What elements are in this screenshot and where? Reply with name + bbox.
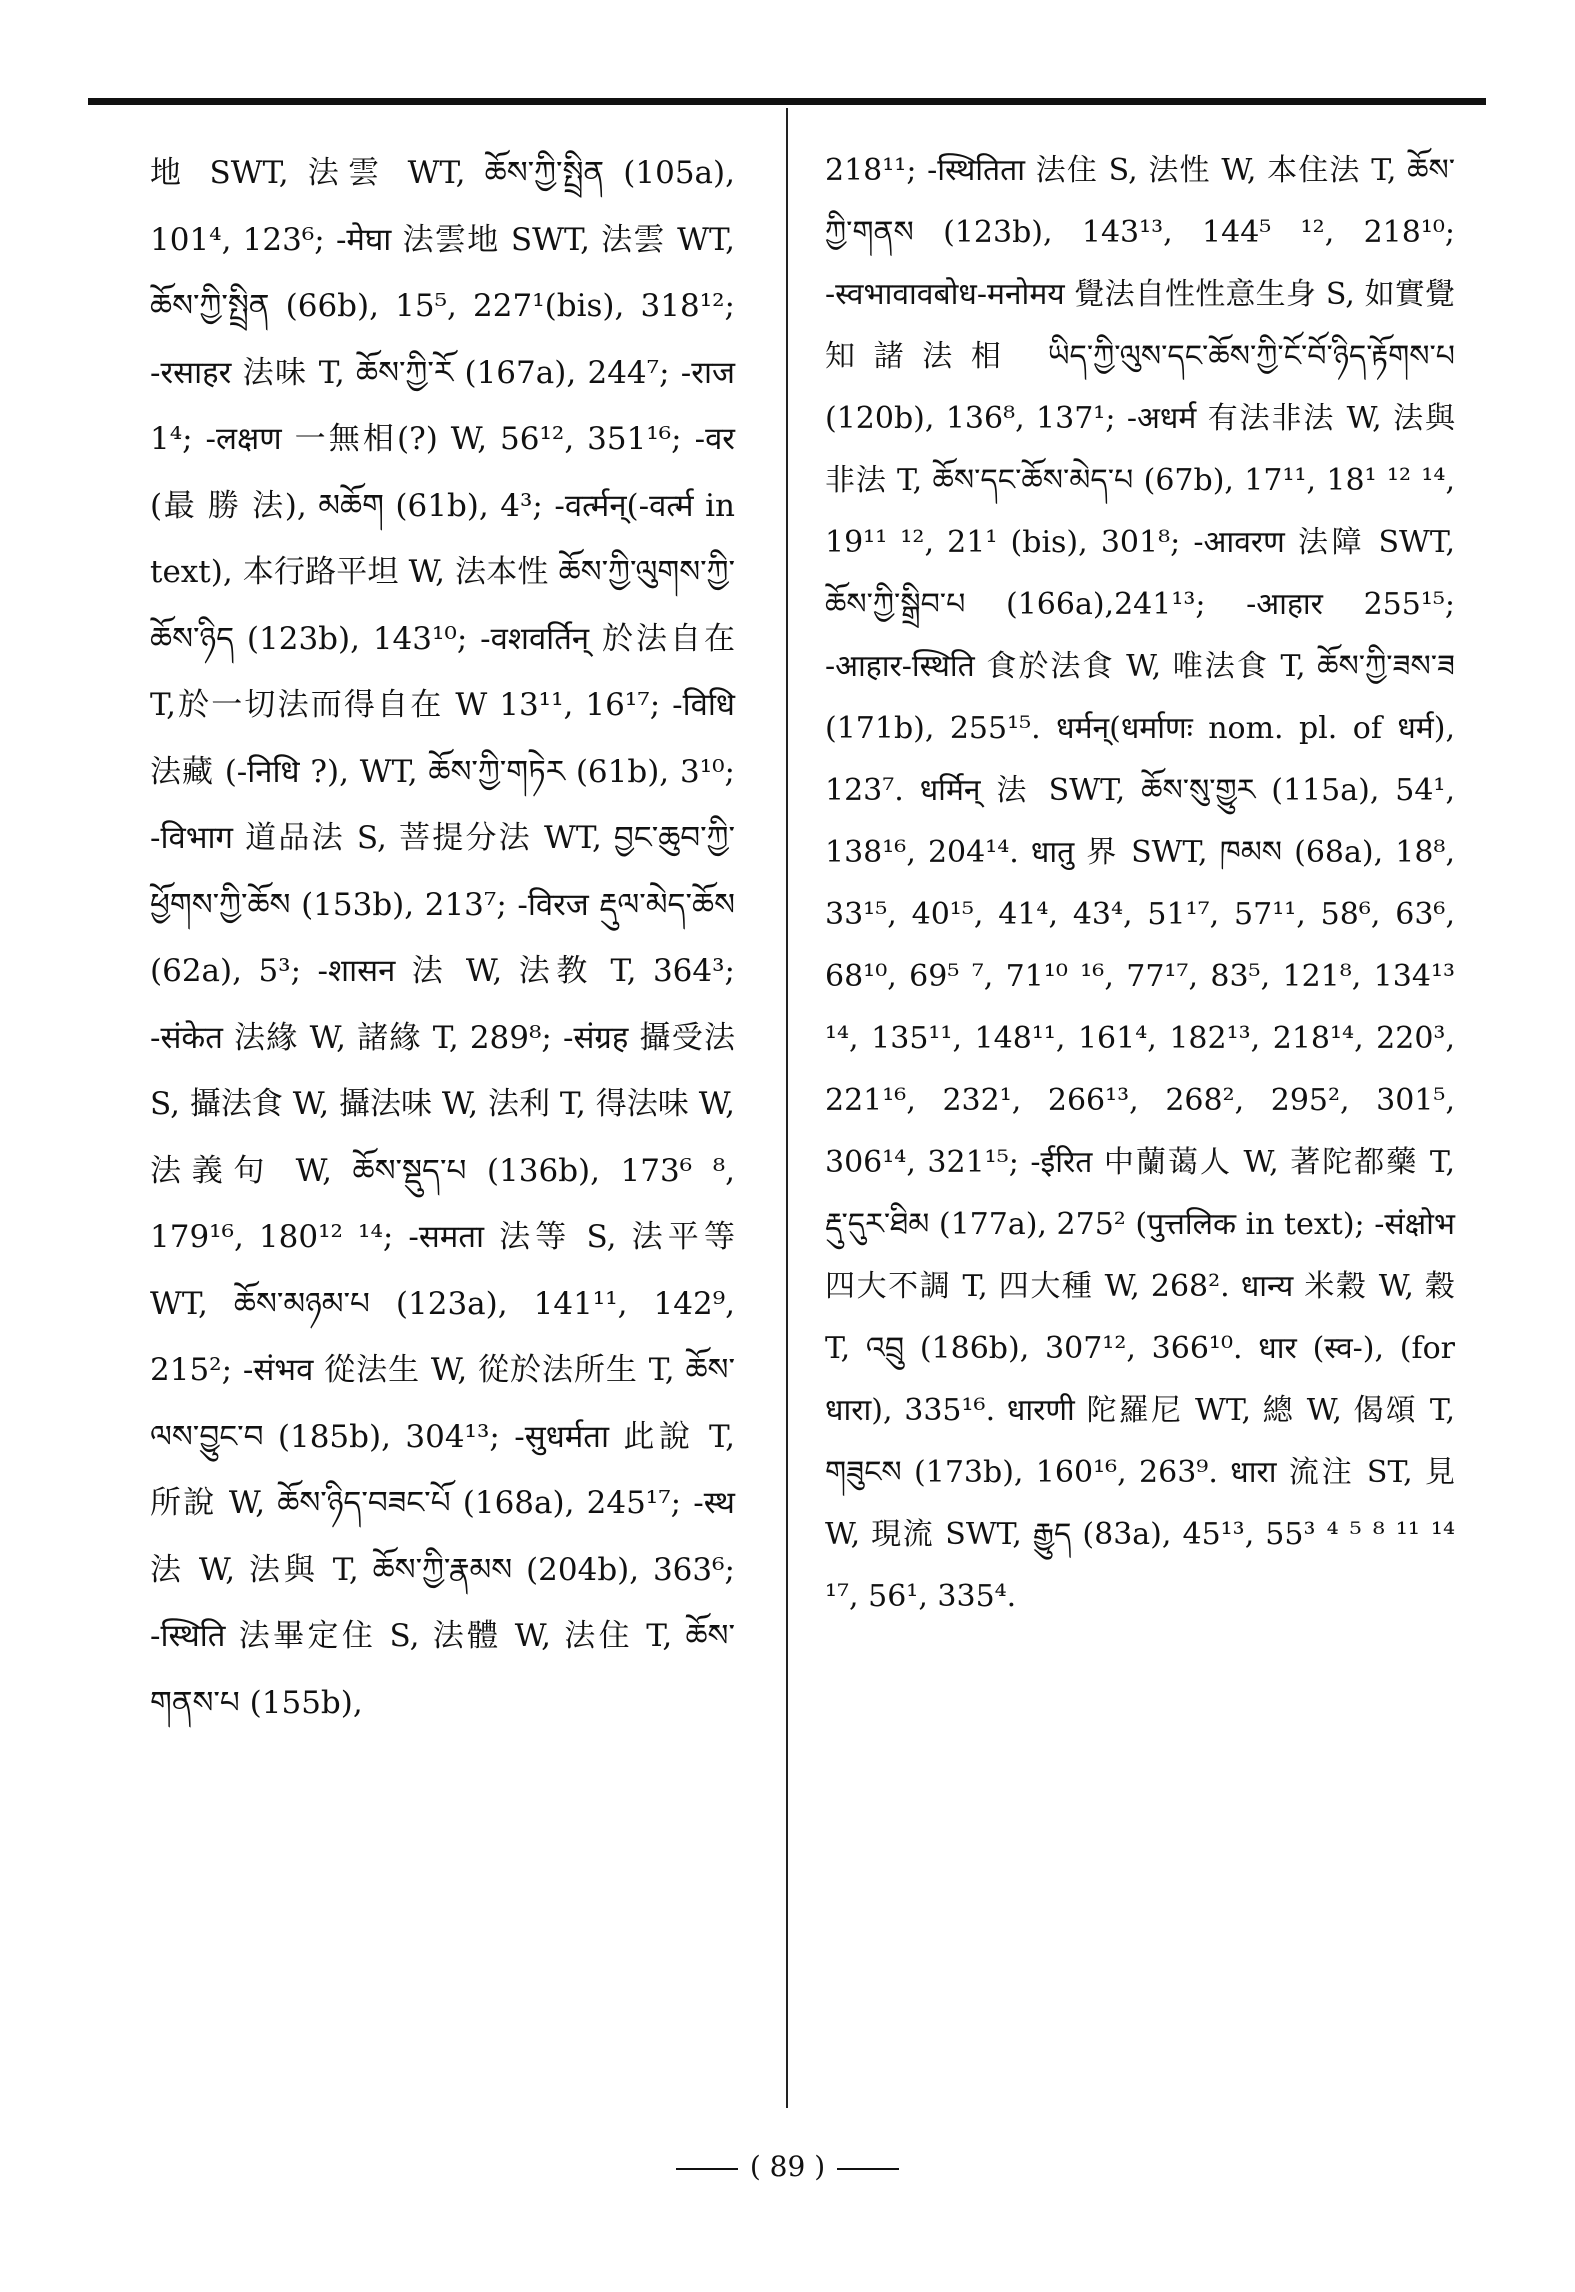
right-column [825, 140, 1455, 1628]
left-column [150, 140, 735, 1736]
page-number: ( 89 ) [749, 2150, 826, 2183]
right-column-text: 218¹¹; -स्थितिता 法住 S, 法性 W, 本住法 T, ཆོས་ཀྱི་གནས (123b), 143¹³, 144⁵ ¹², 218¹⁰; -स्वभावावबोध-मनोमय 覺法自性性意生身 S, 如實覺知諸法相 ཡིད་ཀྱི་ལུས་དང་ཆོས་ཀྱི་ངོ་བོ་ཉིད་རྟོགས་པ (120b), 136⁸, 137¹; -अधर्म 有法非法 W, 法與非法 T, ཆོས་དང་ཆོས་མེད་པ (67b), 17¹¹, 18¹ ¹² ¹⁴, 19¹¹ ¹², 21¹ (bis), 301⁸; -आवरण 法障 SWT, ཆོས་ཀྱི་སྒྲིབ་པ (166a),241¹³; -आहार 255¹⁵; -आहार-स्थिति 食於法食 W, 唯法食 T, ཆོས་ཀྱི་ཟས་ཟ (171b), 255¹⁵. धर्मन्(धर्माणः nom. pl. of धर्म), 123⁷. धर्मिन् 法 SWT, ཆོས་སུ་གྱུར (115a), 54¹, 138¹⁶, 204¹⁴. धातु 界 SWT, ཁམས (68a), 18⁸, 33¹⁵, 40¹⁵, 41⁴, 43⁴, 51¹⁷, 57¹¹, 58⁶, 63⁶, 68¹⁰, 69⁵ ⁷, 71¹⁰ ¹⁶, 77¹⁷, 83⁵, 121⁸, 134¹³ ¹⁴, 135¹¹, 148¹¹, 161⁴, 182¹³, 218¹⁴, 220³, 221¹⁶, 232¹, 266¹³, 268², 295², 301⁵, 306¹⁴, 321¹⁵; -ईरित 中蘭蔼人 W, 著陀都藥 T, རྡུ་དུར་ཐིམ (177a), 275² (पुत्तलिक in text); -संक्षोभ 四大不調 T, 四大種 W, 268². धान्य 米穀 W, 穀 T, འབྲུ (186b), 307¹², 366¹⁰. धार (स्व-), (for धारा), 335¹⁶. धारणी 陀羅尼 WT, 總 W, 偈頌 T, གཟུངས (173b), 160¹⁶, 263⁹. धारा 流注 ST, 見 W, 現流 SWT, རྒྱུད (83a), 45¹³, 55³ ⁴ ⁵ ⁸ ¹¹ ¹⁴ ¹⁷, 56¹, 335⁴. [825, 153, 1455, 1614]
left-column-text: 地 SWT, 法雲 WT, ཆོས་ཀྱི་སྤྲིན (105a), 101⁴, 123⁶; -मेघा 法雲地 SWT, 法雲 WT, ཆོས་ཀྱི་སྤྲིན (66b), 15⁵, 227¹(bis), 318¹²; -रसाहर 法味 T, ཆོས་ཀྱི་རོ (167a), 244⁷; -राज 1⁴; -लक्षण 一無相(?) W, 56¹², 351¹⁶; -वर (最 勝 法), མཆོག (61b), 4³; -वर्त्मन्(-वर्त्म in text), 本行路平坦 W, 法本性 ཆོས་ཀྱི་ལུགས་ཀྱི་ཆོས་ཉིད (123b), 143¹⁰; -वशवर्तिन् 於法自在 T,於一切法而得自在 W 13¹¹, 16¹⁷; -विधि 法藏 (-निधि ?), WT, ཆོས་ཀྱི་གཏེར (61b), 3¹⁰; -विभाग 道品法 S, 菩提分法 WT, བྱང་ཆུབ་ཀྱི་ཕྱོགས་ཀྱི་ཆོས (153b), 213⁷; -विरज རྡུལ་མེད་ཆོས (62a), 5³; -शासन 法 W, 法教 T, 364³; -संकेत 法緣 W, 諸緣 T, 289⁸; -संग्रह 攝受法 S, 攝法食 W, 攝法味 W, 法利 T, 得法味 W, 法義句 W, ཆོས་སྡུད་པ (136b), 173⁶ ⁸, 179¹⁶, 180¹² ¹⁴; -समता 法等 S, 法平等 WT, ཆོས་མཉམ་པ (123a), 141¹¹, 142⁹, 215²; -संभव 從法生 W, 從於法所生 T, ཆོས་ལས་བྱུང་བ (185b), 304¹³; -सुधर्मता 此說 T, 所說 W, ཆོས་ཉིད་བཟང་པོ (168a), 245¹⁷; -स्थ 法 W, 法與 T, ཆོས་ཀྱི་རྣམས (204b), 363⁶; -स्थिति 法畢定住 S, 法體 W, 法住 T, ཆོས་གནས་པ (155b), [150, 155, 735, 1721]
footer-dash-left [676, 2168, 738, 2170]
page-footer [0, 2150, 1575, 2183]
column-divider [786, 108, 788, 2108]
footer-dash-right [837, 2168, 899, 2170]
top-rule [88, 98, 1486, 105]
